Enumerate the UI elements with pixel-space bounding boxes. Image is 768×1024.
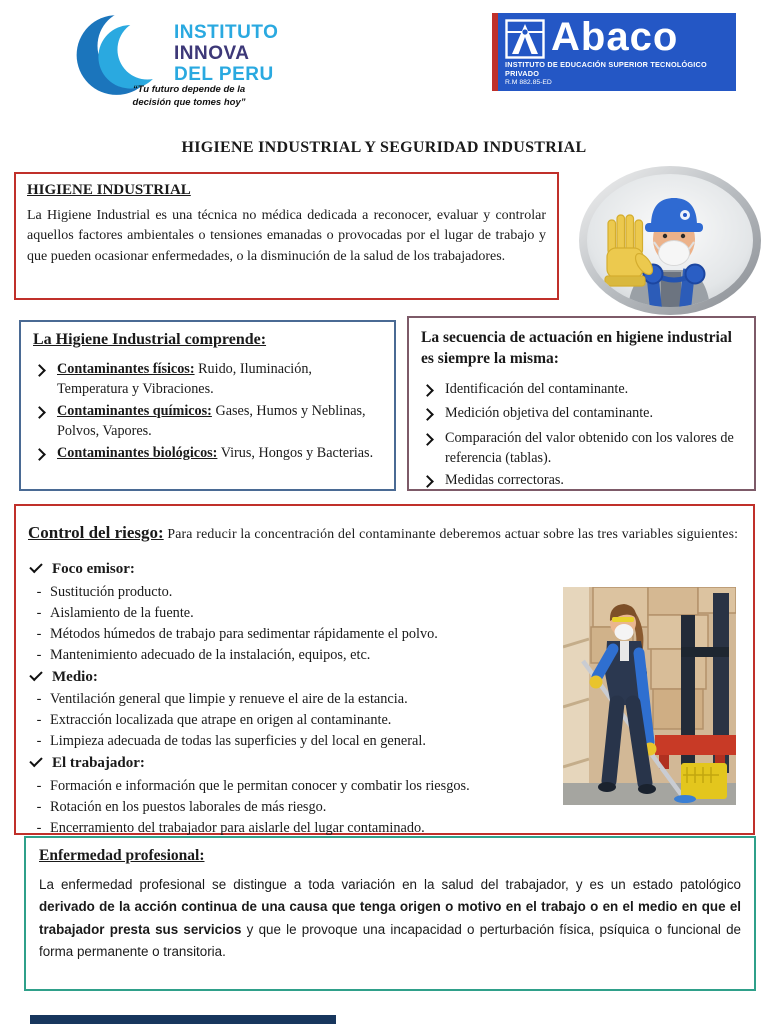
arrow-bullet-icon [419,380,445,402]
abaco-name: Abaco [551,15,679,59]
arrow-bullet-icon [419,404,445,426]
list-item: - Métodos húmedos de trabajo para sedimentar rápidamente el polvo. [28,624,741,645]
list-item: - Limpieza adecuada de todas las superficies y del local en general. [28,731,741,752]
secuencia-heading: La secuencia de actuación en higiene industrial es siempre la misma: [421,329,732,367]
group-title: Foco emisor: [28,559,741,581]
arrow-bullet-icon [419,471,445,493]
arrow-bullet-icon [31,360,57,399]
dash-bullet: - [36,604,42,621]
list-item: - Formación e información que le permitan conocer y combatir los riesgos. [28,776,741,797]
list-item: - Ventilación general que limpie y renueve el aire de la estancia. [28,689,741,710]
higiene-industrial-box [14,172,559,300]
higiene-heading: HIGIENE INDUSTRIAL [27,182,191,198]
dash-bullet: - [36,820,42,837]
list-item: Contaminantes biológicos: Virus, Hongos y Bacterias. [31,444,384,466]
dash-bullet: - [36,778,42,795]
abaco-logo [492,13,736,91]
comprende-heading: La Higiene Industrial comprende: [33,331,267,348]
cleaner-photo [563,587,736,805]
check-bullet-icon [28,559,52,581]
higiene-body: La Higiene Industrial es una técnica no médica dedicada a reconocer, evaluar y controlar aquellos factores ambientales o tensiones emanadas o provocadas por el lugar de trabajo y que pueden ocasionar enfermedades, o la disminución de la salud de los trabajadores. [27,208,546,264]
list-item: Medidas correctoras. [419,471,744,493]
enfermedad-box [24,836,756,991]
dash-bullet: - [36,646,42,663]
list-item: Comparación del valor obtenido con los valores de referencia (tablas). [419,429,744,468]
page-title: HIGIENE INDUSTRIAL Y SEGURIDAD INDUSTRIAL [181,139,587,156]
list-item: - Mantenimiento adecuado de la instalación, equipos, etc. [28,645,741,666]
arrow-bullet-icon [31,402,57,441]
enfermedad-body: La enfermedad profesional se distingue a toda variación en la salud del trabajador, y es un estado patológico derivado de la acción continua de una causa que tenga origen o motivo en el trabajo o en el medio en que el trabajador presta sus servicios y que le provoque una incapacidad o perturbación física, psíquica o funcional de forma permanente o transitoria. [39,877,741,959]
control-heading: Control del riesgo: [28,523,164,542]
secuencia-box [407,316,756,491]
abaco-subtitle: INSTITUTO DE EDUCACIÓN SUPERIOR TECNOLÓGICO PRIVADO [505,60,707,78]
abaco-resolution-number: R.M 882.85-ED [505,79,552,86]
innova-line2: INNOVA [174,43,250,64]
dash-bullet: - [36,733,42,750]
check-bullet-icon [28,667,52,689]
worker-photo [577,164,763,317]
enfermedad-heading: Enfermedad profesional: [39,847,205,864]
dash-bullet: - [36,712,42,729]
list-item: Identificación del contaminante. [419,380,744,402]
innova-tagline: “Tu futuro depende de la decisión que tomes hoy” [132,84,246,108]
list-item: - Aislamiento de la fuente. [28,603,741,624]
list-item: Contaminantes químicos: Gases, Humos y Neblinas, Polvos, Vapores. [31,402,384,441]
innova-line1: INSTITUTO [174,22,279,43]
list-item: - Rotación en los puestos laborales de más riesgo. [28,797,741,818]
group-title: El trabajador: [28,753,741,775]
arrow-bullet-icon [419,429,445,468]
dash-bullet: - [36,625,42,642]
dash-bullet: - [36,691,42,708]
list-item: - Sustitución producto. [28,582,741,603]
footer-bar [30,1015,336,1024]
list-item: Contaminantes físicos: Ruido, Iluminación, Temperatura y Vibraciones. [31,360,384,399]
innova-line3: DEL PERU [174,64,274,85]
dash-bullet: - [36,583,42,600]
list-item: - Extracción localizada que atrape en origen al contaminante. [28,710,741,731]
list-item: Medición objetiva del contaminante. [419,404,744,426]
list-item: - Encerramiento del trabajador para aislarle del lugar contaminado. [28,818,741,839]
group-title: Medio: [28,667,741,689]
control-intro: Control del riesgo: Para reducir la concentración del contaminante deberemos actuar sobre las tres variables siguientes: [28,523,739,542]
check-bullet-icon [28,753,52,775]
comprende-box [19,320,396,491]
abaco-logo-box [498,13,736,91]
arrow-bullet-icon [31,444,57,466]
abaco-mark-icon [505,19,545,59]
dash-bullet: - [36,799,42,816]
